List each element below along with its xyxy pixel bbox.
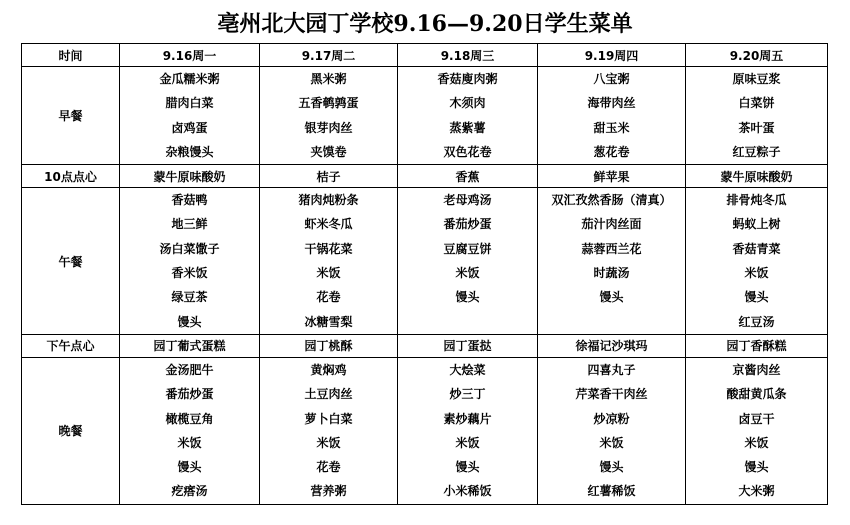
dish-item: 双汇孜然香肠（清真） (551, 193, 672, 208)
header-row (22, 44, 828, 67)
menu-cell (686, 165, 828, 188)
dish-item: 金瓜糯米粥 (159, 72, 220, 86)
dish-item: 猪肉炖粉条 (298, 193, 359, 208)
dish-item: 园丁蛋挞 (443, 339, 492, 354)
dish-item: 土豆肉丝 (304, 387, 353, 402)
dish-item: 卤鸡蛋 (171, 120, 208, 135)
menu-cell (260, 357, 398, 504)
dish-item: 时蔬汤 (593, 266, 630, 281)
dish-item: 香菇廋肉粥 (437, 72, 498, 86)
dish-item: 原味豆浆 (732, 72, 781, 86)
header-day: 9.17周二 (260, 44, 398, 67)
dish-item: 八宝粥 (593, 72, 630, 86)
dish-item: 小米稀饭 (443, 484, 492, 499)
menu-table (21, 43, 828, 505)
meal-row (22, 67, 828, 165)
dish-item: 馒头 (744, 460, 769, 475)
menu-cell (538, 188, 686, 335)
dish-item: 杂粮馒头 (165, 144, 214, 159)
dish-item: 红豆粽子 (732, 144, 781, 159)
dish-item: 茶叶蛋 (738, 120, 775, 135)
dish-item: 鲜苹果 (593, 169, 630, 184)
dish-item: 米饭 (177, 435, 202, 450)
dish-item: 茄汁肉丝面 (581, 217, 642, 232)
menu-cell (538, 67, 686, 165)
dish-item: 馒头 (455, 290, 480, 305)
meal-label: 早餐 (22, 67, 120, 165)
dish-item: 大米粥 (738, 484, 775, 499)
menu-cell (120, 357, 260, 504)
dish-item: 冰糖雪梨 (304, 314, 353, 329)
dish-item: 素炒藕片 (443, 411, 492, 426)
dish-item: 香蕉 (455, 169, 480, 184)
dish-item: 蚂蚁上树 (732, 217, 781, 232)
dish-item: 黄焖鸡 (310, 362, 347, 377)
menu-cell (260, 165, 398, 188)
dish-item: 蒙牛原味酸奶 (720, 169, 793, 184)
menu-cell (398, 334, 538, 357)
dish-item: 甜玉米 (593, 120, 630, 135)
menu-cell (398, 165, 538, 188)
meal-row (22, 188, 828, 335)
menu-cell (398, 188, 538, 335)
dish-item: 香菇青菜 (732, 241, 781, 256)
dish-item: 花卷 (316, 460, 341, 475)
dish-item: 桔子 (316, 169, 341, 184)
meal-row (22, 165, 828, 188)
dish-item: 银芽肉丝 (304, 120, 353, 135)
menu-cell (686, 67, 828, 165)
dish-item: 馒头 (177, 314, 202, 329)
dish-item: 大烩菜 (449, 362, 486, 377)
dish-item: 绿豆茶 (171, 290, 208, 305)
dish-item: 米饭 (744, 435, 769, 450)
menu-cell (120, 334, 260, 357)
dish-item: 园丁香酥糕 (726, 339, 787, 354)
dish-item: 馒头 (599, 460, 624, 475)
dish-item: 芹菜香干肉丝 (575, 387, 648, 402)
dish-item: 香菇鸭 (171, 193, 208, 208)
meal-row (22, 357, 828, 504)
dish-item: 黑米粥 (310, 72, 347, 86)
dish-item: 腊肉白菜 (165, 96, 214, 111)
menu-cell (260, 188, 398, 335)
dish-item: 金汤肥牛 (165, 362, 214, 377)
menu-cell (120, 165, 260, 188)
menu-cell (538, 357, 686, 504)
dish-item: 干锅花菜 (304, 241, 353, 256)
dish-item: 地三鲜 (171, 217, 208, 232)
menu-cell (686, 334, 828, 357)
dish-item: 馒头 (744, 290, 769, 305)
dish-item: 米饭 (455, 266, 480, 281)
menu-cell (120, 67, 260, 165)
dish-item: 橄榄豆角 (165, 411, 214, 426)
dish-item: 馒头 (599, 290, 624, 305)
header-time: 时间 (22, 44, 120, 67)
dish-item: 白菜饼 (738, 96, 775, 111)
dish-item: 馒头 (177, 460, 202, 475)
meal-label: 晚餐 (22, 357, 120, 504)
menu-cell (686, 357, 828, 504)
dish-item: 番茄炒蛋 (165, 387, 214, 402)
menu-cell (260, 334, 398, 357)
menu-cell (398, 357, 538, 504)
dish-item: 徐福记沙琪玛 (575, 339, 648, 354)
dish-item: 排骨炖冬瓜 (726, 193, 787, 208)
dish-item: 汤白菜馓子 (159, 241, 220, 256)
dish-item: 米饭 (316, 435, 341, 450)
menu-title: 亳州北大园丁学校9.16—9.20日学生菜单 (217, 11, 633, 37)
dish-item: 酸甜黄瓜条 (726, 387, 787, 402)
meal-label: 10点点心 (22, 165, 120, 188)
menu-cell (120, 188, 260, 335)
header-day: 9.18周三 (398, 44, 538, 67)
header-day: 9.16周一 (120, 44, 260, 67)
dish-item: 卤豆干 (738, 411, 775, 426)
dish-item: 蒸紫薯 (449, 120, 486, 135)
dish-item: 蒜蓉西兰花 (581, 241, 642, 256)
menu-cell (686, 188, 828, 335)
header-day: 9.20周五 (686, 44, 828, 67)
menu-cell (538, 334, 686, 357)
dish-item: 老母鸡汤 (443, 193, 492, 208)
dish-item: 炒凉粉 (593, 411, 630, 426)
dish-item: 米饭 (455, 435, 480, 450)
dish-item: 香米饭 (171, 266, 208, 281)
dish-item: 木须肉 (449, 96, 486, 111)
dish-item: 京酱肉丝 (732, 362, 781, 377)
dish-item (398, 310, 537, 334)
dish-item: 蒙牛原味酸奶 (153, 169, 226, 184)
dish-item: 萝卜白菜 (304, 411, 353, 426)
dish-item: 番茄炒蛋 (443, 217, 492, 232)
dish-item: 双色花卷 (443, 144, 492, 159)
menu-cell (398, 67, 538, 165)
dish-item: 豆腐豆饼 (443, 241, 492, 256)
dish-item: 疙瘩汤 (171, 484, 208, 499)
header-day: 9.19周四 (538, 44, 686, 67)
dish-item: 炒三丁 (449, 387, 486, 402)
dish-item: 园丁桃酥 (304, 339, 353, 354)
dish-item: 花卷 (316, 290, 341, 305)
dish-item: 馒头 (455, 460, 480, 475)
menu-cell (538, 165, 686, 188)
dish-item (538, 310, 685, 334)
dish-item: 红薯稀饭 (587, 484, 636, 499)
dish-item: 园丁葡式蛋糕 (153, 339, 226, 354)
dish-item: 营养粥 (310, 484, 347, 499)
dish-item: 米饭 (744, 266, 769, 281)
menu-cell (260, 67, 398, 165)
dish-item: 米饭 (316, 266, 341, 281)
dish-item: 四喜丸子 (587, 362, 636, 377)
dish-item: 葱花卷 (593, 144, 630, 159)
meal-label: 午餐 (22, 188, 120, 335)
dish-item: 夹馍卷 (310, 144, 347, 159)
dish-item: 海带肉丝 (587, 96, 636, 111)
meal-row (22, 334, 828, 357)
dish-item: 米饭 (599, 435, 624, 450)
meal-label: 下午点心 (22, 334, 120, 357)
dish-item: 红豆汤 (738, 314, 775, 329)
dish-item: 五香鹌鹑蛋 (298, 96, 359, 111)
dish-item: 虾米冬瓜 (304, 217, 353, 232)
